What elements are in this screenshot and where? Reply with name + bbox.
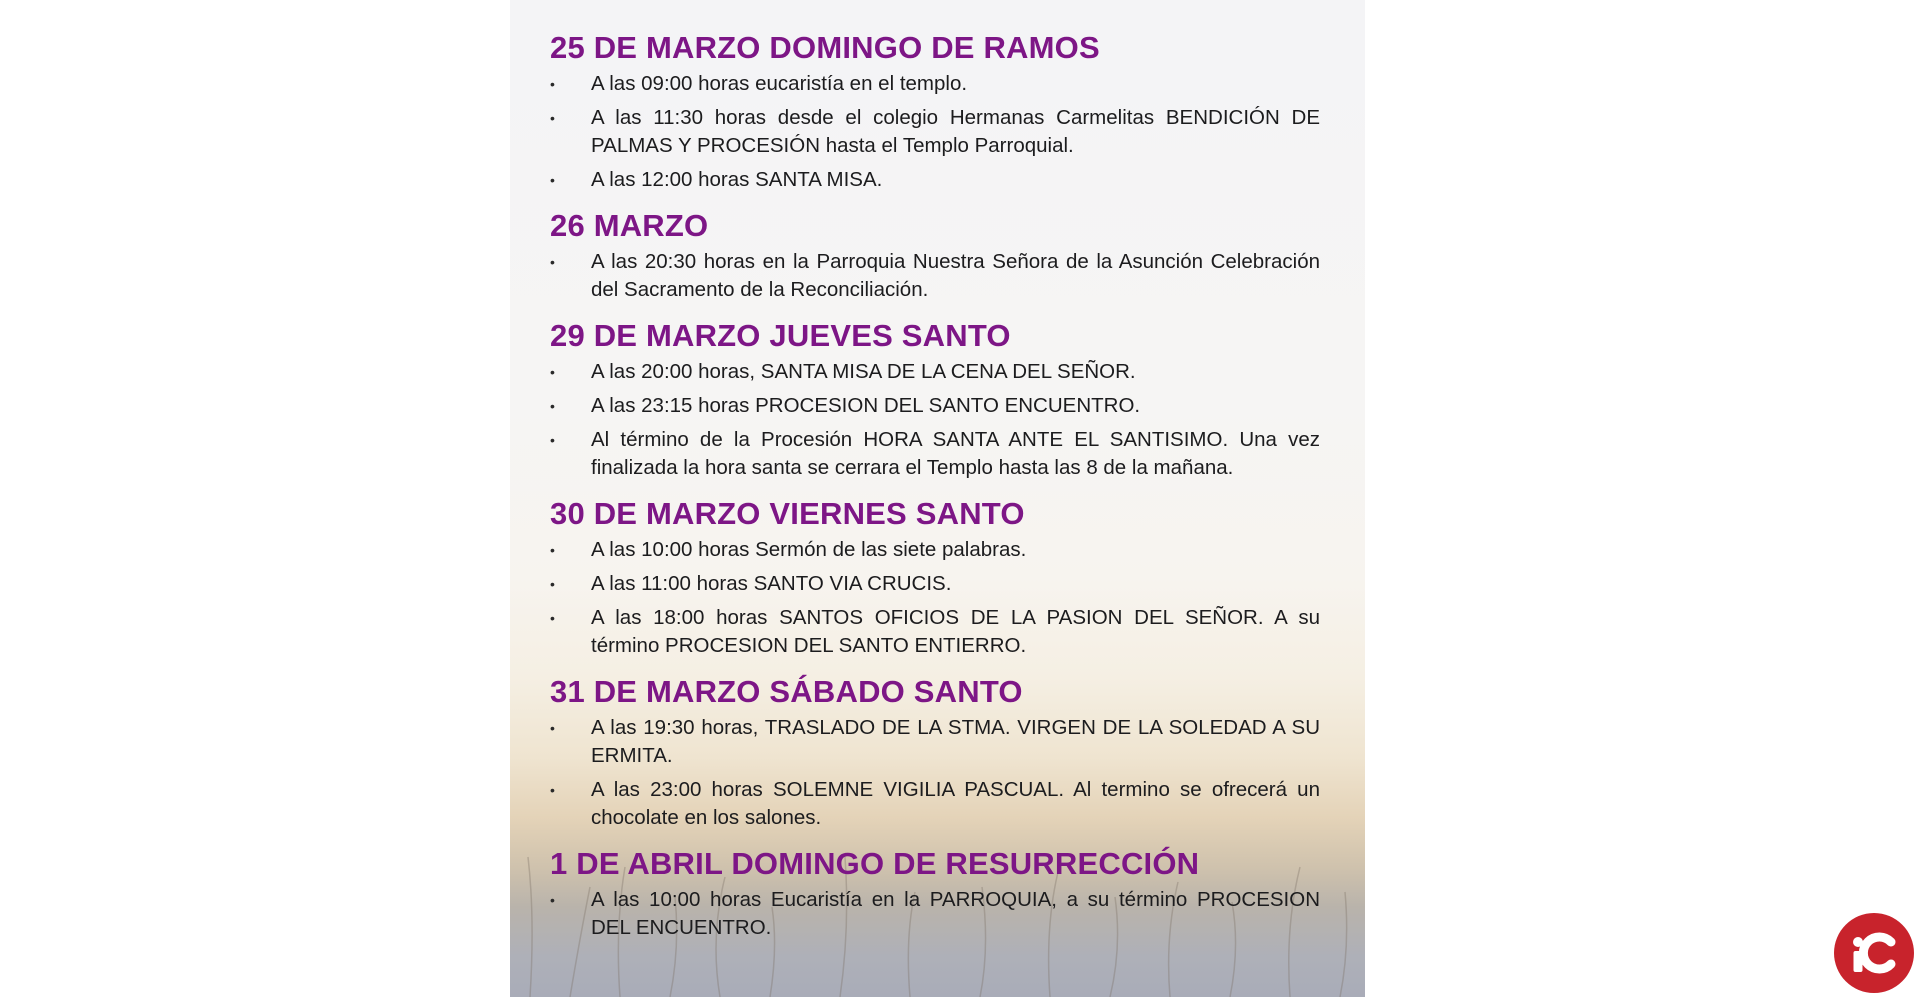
event-item (550, 776, 1320, 832)
event-item (550, 536, 1320, 564)
schedule-section (550, 206, 1320, 304)
section-heading: 1 DE ABRIL DOMINGO DE RESURRECCIÓN (550, 846, 1200, 881)
bullet-icon: • (550, 576, 555, 592)
schedule-section (550, 844, 1320, 942)
event-text: A las 09:00 horas eucaristía en el templo. (591, 72, 968, 95)
schedule-poster (510, 0, 1365, 997)
event-item (550, 886, 1320, 942)
event-text: A las 11:30 horas desde el colegio Hermanas Carmelitas BENDICIÓN DE PALMAS Y PROCESIÓN hasta el Templo Parroquial. (591, 106, 1320, 157)
event-text: A las 18:00 horas SANTOS OFICIOS DE LA PASION DEL SEÑOR. A su término PROCESION DEL SANTO ENTIERRO. (591, 606, 1320, 657)
schedule-section (550, 316, 1320, 482)
event-item (550, 166, 1320, 194)
event-item (550, 104, 1320, 160)
event-text: A las 12:00 horas SANTA MISA. (591, 168, 883, 191)
bullet-icon: • (550, 254, 555, 270)
bullet-icon: • (550, 892, 555, 908)
event-item (550, 392, 1320, 420)
schedule-section (550, 494, 1320, 660)
bullet-icon: • (550, 432, 555, 448)
event-item (550, 714, 1320, 770)
bullet-icon: • (550, 172, 555, 188)
bullet-icon: • (550, 610, 555, 626)
event-item (550, 358, 1320, 386)
schedule-section (550, 672, 1320, 832)
bullet-icon: • (550, 364, 555, 380)
section-heading: 29 DE MARZO JUEVES SANTO (550, 318, 1011, 353)
event-item (550, 248, 1320, 304)
event-text: A las 19:30 horas, TRASLADO DE LA STMA. VIRGEN DE LA SOLEDAD A SU ERMITA. (591, 716, 1320, 767)
section-heading: 30 DE MARZO VIERNES SANTO (550, 496, 1025, 531)
event-text: Al término de la Procesión HORA SANTA ANTE EL SANTISIMO. Una vez finalizada la hora santa se cerrara el Templo hasta las 8 de la mañana. (591, 428, 1320, 479)
event-text: A las 23:00 horas SOLEMNE VIGILIA PASCUAL. Al termino se ofrecerá un chocolate en los salones. (591, 778, 1320, 829)
bullet-icon: • (550, 110, 555, 126)
event-text: A las 20:00 horas, SANTA MISA DE LA CENA DEL SEÑOR. (591, 360, 1136, 383)
event-list (550, 886, 1320, 942)
event-text: A las 10:00 horas Sermón de las siete palabras. (591, 538, 1027, 561)
event-item (550, 426, 1320, 482)
bullet-icon: • (550, 398, 555, 414)
event-text: A las 10:00 horas Eucaristía en la PARROQUIA, a su término PROCESION DEL ENCUENTRO. (591, 888, 1320, 939)
bullet-icon: • (550, 76, 555, 92)
event-item (550, 604, 1320, 660)
event-list (550, 536, 1320, 660)
event-list (550, 714, 1320, 832)
event-list (550, 70, 1320, 194)
bullet-icon: • (550, 720, 555, 736)
schedule-section (550, 28, 1320, 194)
event-text: A las 20:30 horas en la Parroquia Nuestra Señora de la Asunción Celebración del Sacramento de la Reconciliación. (591, 250, 1320, 301)
section-heading: 26 MARZO (550, 208, 709, 243)
event-item (550, 70, 1320, 98)
event-item (550, 570, 1320, 598)
event-text: A las 23:15 horas PROCESION DEL SANTO ENCUENTRO. (591, 394, 1141, 417)
schedule-content (550, 28, 1320, 954)
section-heading: 25 DE MARZO DOMINGO DE RAMOS (550, 30, 1100, 65)
event-list (550, 358, 1320, 482)
bullet-icon: • (550, 542, 555, 558)
event-text: A las 11:00 horas SANTO VIA CRUCIS. (591, 572, 952, 595)
event-list (550, 248, 1320, 304)
section-heading: 31 DE MARZO SÁBADO SANTO (550, 674, 1023, 709)
brand-logo-icon[interactable] (1833, 912, 1915, 994)
bullet-icon: • (550, 782, 555, 798)
